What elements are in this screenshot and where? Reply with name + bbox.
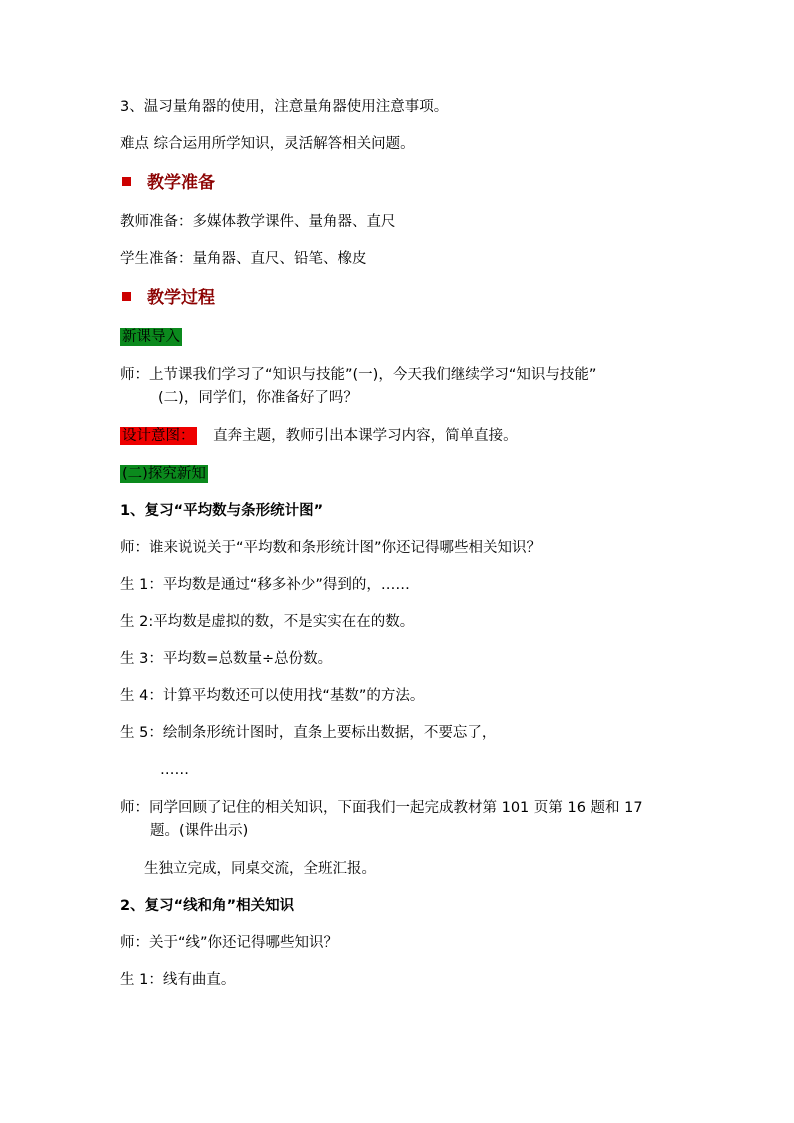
text-line-teacher-prep: 教师准备：多媒体教学课件、量角器、直尺: [120, 214, 396, 230]
text-line-teacher-lines: 师：关于“线”你还记得哪些知识？: [120, 935, 339, 951]
text-line-difficulty: 难点 综合运用所学知识，灵活解答相关问题。: [120, 136, 415, 152]
text-line-review-protractor: 3、温习量角器的使用，注意量角器使用注意事项。: [120, 99, 449, 115]
design-intent-line: [120, 426, 518, 446]
text-line-student-4: 生 4：计算平均数还可以使用找“基数”的方法。: [120, 688, 425, 704]
green-tag-new-lesson: 新课导入: [122, 329, 180, 345]
tag-line-intro: [120, 327, 182, 347]
text-line-teacher-summary: 师：同学回顾了记住的相关知识，下面我们一起完成教材第 101 页第 16 题和 17: [120, 800, 643, 816]
text-line-student-3: 生 3：平均数=总数量÷总份数。: [120, 651, 333, 667]
text-line-student-5: 生 5：绘制条形统计图时，直条上要标出数据，不要忘了，: [120, 725, 497, 741]
green-tag-explore: (二)探究新知: [122, 466, 206, 482]
text-line-teacher-intro: 师：上节课我们学习了“知识与技能”(一)，今天我们继续学习“知识与技能”: [120, 367, 597, 383]
square-bullet-icon: [122, 177, 131, 186]
text-line-student-2: 生 2:平均数是虚拟的数，不是实实在在的数。: [120, 614, 415, 630]
section-heading-label: 教学过程: [147, 288, 215, 308]
section-heading-process: [122, 287, 215, 309]
red-tag-design-intent: 设计意图：: [122, 428, 195, 444]
text-line-teacher-summary-cont: 题。(课件出示): [150, 823, 249, 839]
subheading-average-bar-chart: 1、复习“平均数与条形统计图”: [120, 503, 324, 519]
text-line-student-lines: 生 1：线有曲直。: [120, 972, 236, 988]
subheading-lines-angles: 2、复习“线和角”相关知识: [120, 898, 295, 914]
text-line-teacher-intro-cont: (二)，同学们，你准备好了吗？: [158, 390, 358, 406]
section-heading-label: 教学准备: [147, 173, 215, 193]
design-intent-text: 直奔主题，教师引出本课学习内容，简单直接。: [213, 428, 518, 444]
text-line-ellipsis: ……: [160, 762, 189, 778]
square-bullet-icon: [122, 292, 131, 301]
section-heading-preparation: [122, 172, 215, 194]
text-line-students-work: 生独立完成，同桌交流，全班汇报。: [144, 861, 376, 877]
tag-line-explore: [120, 464, 208, 484]
text-line-student-prep: 学生准备：量角器、直尺、铅笔、橡皮: [120, 251, 367, 267]
text-line-student-1: 生 1：平均数是通过“移多补少”得到的，……: [120, 577, 410, 593]
text-line-teacher-question: 师：谁来说说关于“平均数和条形统计图”你还记得哪些相关知识？: [120, 540, 542, 556]
